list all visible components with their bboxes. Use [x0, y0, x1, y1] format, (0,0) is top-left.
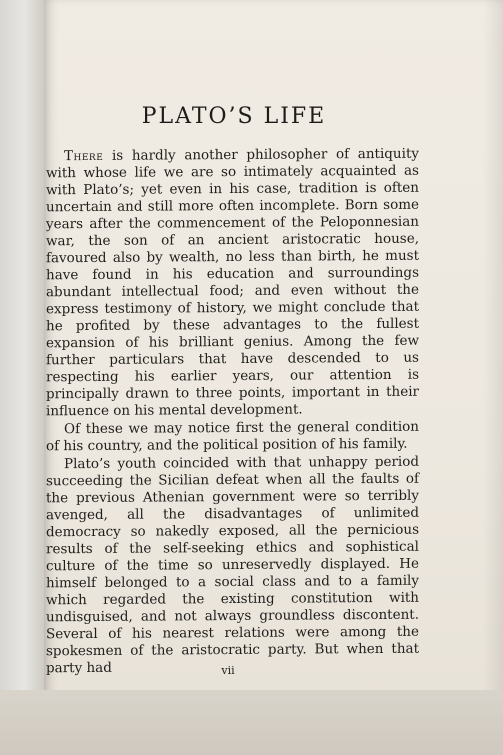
left-page-edge: [0, 0, 44, 755]
paragraph-1: [46, 146, 419, 421]
paragraph-lead-word: There: [64, 147, 104, 165]
page-number: vii: [221, 664, 235, 677]
page-shadow: [483, 0, 503, 755]
paragraph-1-text: is hardly another philosopher of antiquity with whose life we are so intimately acquainted as with Plato’s; yet even in his case, tradition is often uncertain and still more often incomplete. Born some years after the commencement of the Peloponnesian war, the son of an ancient aristocratic house, favoured also by wealth, no less than birth, he must have found in his education and surroundings abundant intellectual food; and even without the express testimony of history, we might conclude that he profited by these advantages to the fullest expansion of his brilliant genius. Among the few further particulars that have descended to us respecting his earlier years, our attention is principally drawn to three points, important in their influence on his mental development.: [46, 145, 419, 420]
chapter-title: PLATO’S LIFE: [141, 104, 327, 129]
page-bottom-edge: [0, 690, 503, 755]
body-text: [46, 146, 419, 678]
paragraph-3: Plato’s youth coincided with that unhappy period succeeding the Sicilian defeat when all the faults of the previous Athenian government were so terribly avenged, all the disadvantages of unlimited democracy so nakedly exposed, all the pernicious results of the self-seeking ethics and sophistical culture of the time so unreservedly displayed. He himself belonged to a social class and to a family which regarded the existing constitution with undisguised, and not always groundless discontent. Several of his nearest relations were among the spokesmen of the aristocratic party. But when that party had: [46, 453, 419, 677]
paragraph-2: Of these we may notice first the general condition of his country, and the political position of his family.: [46, 418, 419, 455]
